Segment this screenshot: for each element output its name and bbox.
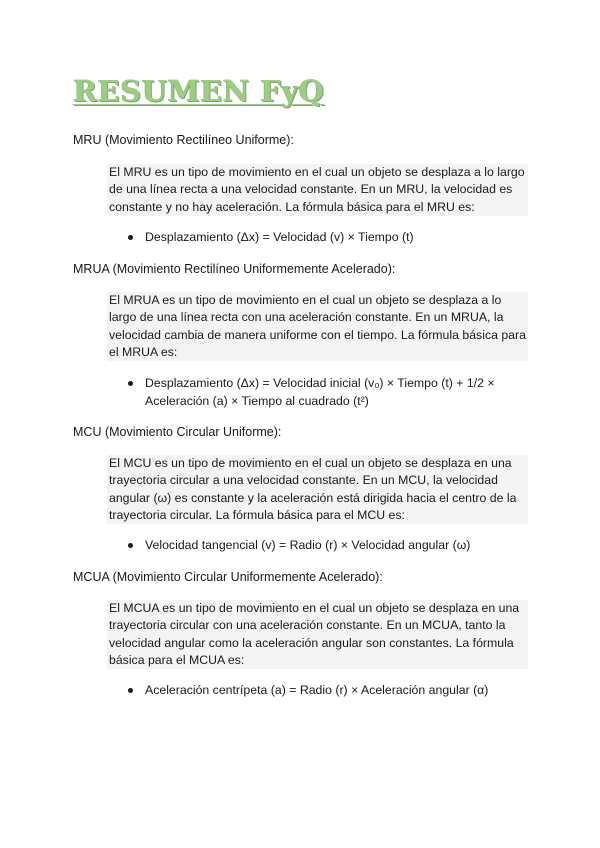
section-paragraph-mcua: El MCUA es un tipo de movimiento en el cual un objeto se desplaza en una trayectoria circular con una aceleración constante. En un MCUA, tanto la velocidad angular como la aceleración angular son constantes. La fórmula básica para el MCUA es: [107, 600, 528, 669]
section-paragraph-mrua: El MRUA es un tipo de movimiento en el cual un objeto se desplaza a lo largo de una línea recta con una aceleración constante. En un MRUA, la velocidad cambia de manera uniforme con el tiempo. La fórmula básica para el MRUA es: [107, 292, 528, 361]
section-heading-mru: MRU (Movimiento Rectilíneo Uniforme): [73, 133, 294, 147]
section-heading-mrua: MRUA (Movimiento Rectilíneo Uniformemente Acelerado): [73, 262, 396, 276]
bullet-text: Aceleración centrípeta (a) = Radio (r) × Aceleración angular (α) [145, 683, 489, 697]
bullet-dot-icon [128, 235, 133, 240]
bullet-text: Velocidad tangencial (v) = Radio (r) × Velocidad angular (ω) [145, 538, 471, 552]
bullet-dot-icon [128, 381, 133, 386]
bullet-text: Desplazamiento (Δx) = Velocidad (v) × Tiempo (t) [145, 230, 414, 244]
section-paragraph-mru: El MRU es un tipo de movimiento en el cual un objeto se desplaza a lo largo de una línea recta a una velocidad constante. En un MRU, la velocidad es constante y no hay aceleración. La fórmula básica para el MRU es: [107, 164, 528, 216]
document-title: RESUMEN FyQ [73, 74, 325, 108]
bullet-text: Desplazamiento (Δx) = Velocidad inicial (v₀) × Tiempo (t) + 1/2 × Aceleración (a) × Tiempo al cuadrado (t²) [145, 376, 495, 408]
bullet-dot-icon [128, 543, 133, 548]
section-heading-mcua: MCUA (Movimiento Circular Uniformemente Acelerado): [73, 570, 383, 584]
bullet-dot-icon [128, 688, 133, 693]
section-heading-mcu: MCU (Movimiento Circular Uniforme): [73, 425, 282, 439]
section-paragraph-mcu: El MCU es un tipo de movimiento en el cual un objeto se desplaza en una trayectoria circular a una velocidad constante. En un MCU, la velocidad angular (ω) es constante y la aceleración está dirigida hacia el centro de la trayectoria circular. La fórmula básica para el MCU es: [107, 455, 528, 524]
